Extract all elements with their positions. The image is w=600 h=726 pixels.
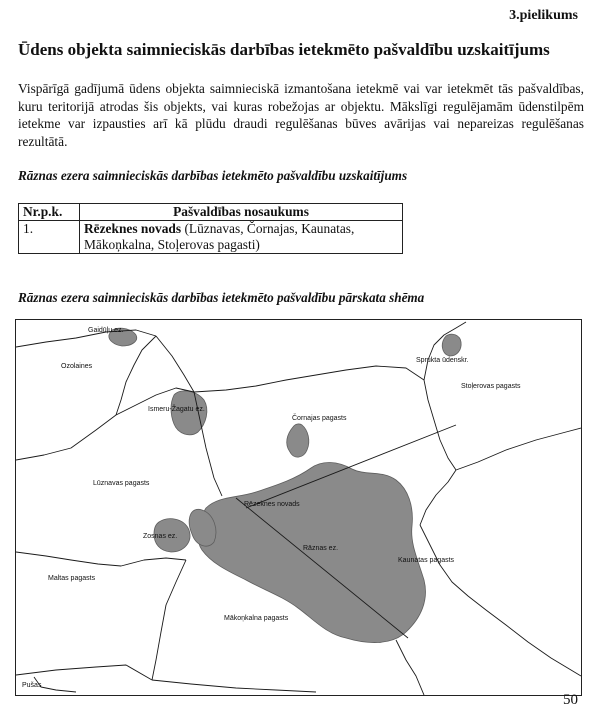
border-stolerovas-kaunatas	[456, 428, 581, 470]
section-heading-list: Rāznas ezera saimnieciskās darbības ietekmēto pašvaldību uzskaitījums	[18, 168, 408, 183]
border-makonkalna-south	[152, 680, 316, 692]
label-rezeknes: Rēzeknes novads	[244, 501, 300, 508]
label-sprukta: Sprukta ūdenskr.	[416, 357, 469, 364]
label-stolerovas: Stoļerovas pagasts	[461, 383, 521, 390]
intro-paragraph: Vispārīgā gadījumā ūdens objekta saimnieciskā izmantošana ietekmē vai var ietekmēt tās pašvaldības, kuru teritorijā atrodas šis objekts, vai kuras robežojas ar objektu. Mākslīgi regulējamām ūdenstilpēm ietekme var izpausties arī kā plūdu draudi regulēšanas būves avārijas vai nepareizas regulēšanas rezultātā.	[18, 81, 584, 149]
col-header-number: Nr.p.k.	[19, 204, 80, 221]
border-maltas-makonkalna	[152, 560, 186, 680]
page-number: 50	[563, 692, 578, 708]
cell-name-rest: (Lūznavas, Čornajas, Kaunatas, Mākoņkalna, Stoļerovas pagasti)	[84, 221, 355, 252]
water-bodies	[109, 328, 461, 642]
border-stolerovas-west	[424, 380, 456, 470]
table-row	[19, 221, 403, 254]
municipality-table	[18, 203, 403, 254]
label-makonkalna: Mākoņkalna pagasts	[224, 615, 289, 622]
border-kaunatas-south	[396, 640, 424, 695]
border-ozolaines-luznavas	[16, 388, 194, 460]
table-header-row	[19, 204, 403, 221]
label-gaidulu: Gaidūļu ez.	[88, 327, 124, 334]
label-pusas: Pušas	[22, 682, 42, 689]
map-svg	[16, 320, 581, 695]
label-raznas: Rāznas ez.	[303, 545, 339, 552]
label-ozolaines: Ozolaines	[61, 363, 93, 370]
border-southwest	[16, 665, 152, 680]
section-heading-map: Rāznas ezera saimnieciskās darbības ietekmēto pašvaldību pārskata shēma	[18, 290, 425, 305]
col-header-name: Pašvaldības nosaukums	[80, 204, 403, 221]
page-title: Ūdens objekta saimnieciskās darbības ietekmēto pašvaldību uzskaitījums	[18, 40, 550, 59]
label-ismeru: Ismeru-Žagatu ez.	[148, 406, 205, 413]
cell-name-bold: Rēzeknes novads	[84, 221, 182, 236]
label-luznavas: Lūznavas pagasts	[93, 480, 150, 487]
border-kaunatas-east	[420, 525, 581, 676]
label-zosnas: Zosnas ez.	[143, 533, 178, 540]
border-luznavas-maltas	[16, 552, 186, 566]
lake-cornajas	[287, 424, 309, 457]
border-north-ismeru	[156, 336, 194, 392]
label-maltas: Maltas pagasts	[48, 575, 96, 582]
label-cornajas: Čornajas pagasts	[292, 415, 347, 422]
overview-map	[15, 319, 582, 696]
cell-name	[80, 221, 403, 254]
label-kaunatas: Kaunatas pagasts	[398, 557, 455, 564]
border-ozolaines-east	[116, 336, 156, 415]
lake-sprukta	[442, 334, 461, 356]
appendix-label: 3.pielikums	[509, 8, 578, 23]
border-cornajas-north	[194, 366, 424, 392]
border-east-pagasts	[420, 470, 456, 525]
cell-number: 1.	[19, 221, 80, 254]
